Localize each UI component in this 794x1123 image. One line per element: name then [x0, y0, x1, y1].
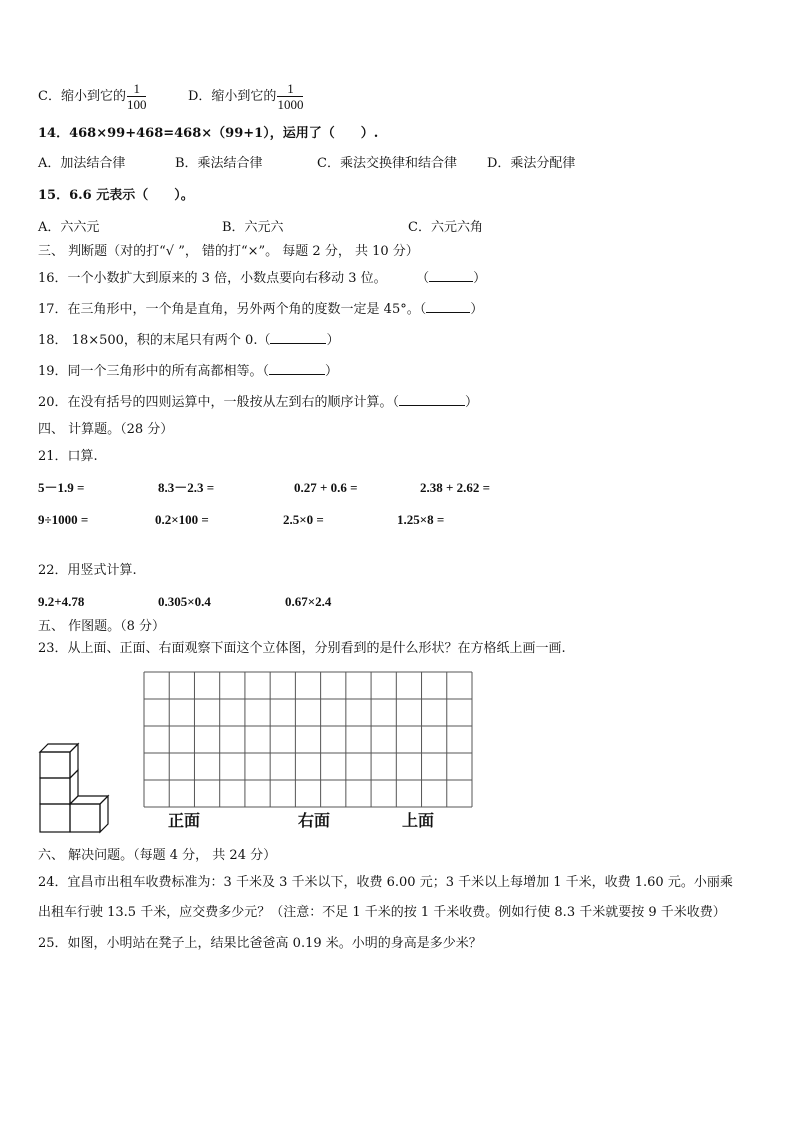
- q14-option-b: B．乘法结合律: [175, 156, 263, 171]
- calc-item: 9.2+4.78: [38, 594, 85, 609]
- view-label-top: 上面: [402, 811, 435, 830]
- cube-face-top: [40, 744, 78, 752]
- cube-face-front: [40, 752, 70, 778]
- cube-face-side: [100, 796, 108, 832]
- q21-title: 21．口算.: [38, 449, 98, 464]
- answer-blank[interactable]: [429, 281, 473, 282]
- grid-paper[interactable]: [143, 671, 473, 808]
- calc-item: 9÷1000 =: [38, 512, 89, 527]
- fraction: $\frac{1}{1000}$: [277, 81, 304, 112]
- cube-face-top: [70, 796, 108, 804]
- q14-stem: 14．468×99+468=468×（99+1），运用了（ ）.: [38, 126, 379, 141]
- calc-item: 0.2×100 =: [155, 512, 209, 527]
- q23-stem: 23．从上面、正面、右面观察下面这个立体图，分别看到的是什么形状？在方格纸上画一画.: [38, 641, 566, 656]
- cube-face-front: [70, 804, 100, 832]
- answer-blank[interactable]: [426, 312, 470, 313]
- q15-option-a: A．六六元: [38, 220, 100, 235]
- calc-item: 2.5×0 =: [283, 512, 324, 527]
- cube-face-side: [70, 744, 78, 778]
- section-5-title: 五、 作图题。（8 分）: [38, 619, 166, 634]
- q16: 16．一个小数扩大到原来的 3 倍，小数点要向右移动 3 位。 （ ）: [38, 271, 487, 286]
- answer-blank[interactable]: [399, 405, 465, 406]
- q13-option-c: C．缩小到它的 $\frac{1}{100}$: [38, 81, 147, 112]
- calc-item: 5－1.9 =: [38, 480, 85, 495]
- answer-blank[interactable]: [270, 343, 326, 344]
- q20: 20．在没有括号的四则运算中，一般按从左到右的顺序计算。（ ）: [38, 395, 479, 410]
- calc-item: 0.67×2.4: [285, 594, 332, 609]
- calc-item: 1.25×8 =: [397, 512, 445, 527]
- answer-blank[interactable]: [269, 374, 325, 375]
- q24-line-1: 24．宜昌市出租车收费标准为：3 千米及 3 千米以下，收费 6.00 元；3 千米以上每增加 1 千米，收费 1.60 元。小丽乘: [38, 875, 733, 890]
- q14-option-a: A．加法结合律: [38, 156, 126, 171]
- view-label-front: 正面: [168, 811, 201, 830]
- q15-option-c: C．六元六角: [408, 220, 483, 235]
- calc-item: 0.305×0.4: [158, 594, 211, 609]
- view-label-right: 右面: [298, 811, 331, 830]
- section-3-title: 三、 判断题（对的打“√ ”， 错的打“×”。 每题 2 分， 共 10 分）: [38, 244, 419, 259]
- q17: 17．在三角形中，一个角是直角，另外两个角的度数一定是 45°。（ ）: [38, 302, 484, 317]
- cube-face-front: [40, 804, 70, 832]
- q14-option-c: C．乘法交换律和结合律: [317, 156, 457, 171]
- q14-option-d: D．乘法分配律: [487, 156, 576, 171]
- q22-title: 22．用竖式计算.: [38, 563, 137, 578]
- q15-stem: 15．6.6 元表示（ ）。: [38, 188, 194, 203]
- calc-item: 8.3－2.3 =: [158, 480, 215, 495]
- fraction: $\frac{1}{100}$: [126, 81, 147, 112]
- calc-item: 0.27 + 0.6 =: [294, 480, 358, 495]
- q18: 18． 18×500，积的末尾只有两个 0.（ ）: [38, 333, 340, 348]
- q15-option-b: B．六元六: [222, 220, 284, 235]
- cube-face-front: [40, 778, 70, 804]
- calc-item: 2.38 + 2.62 =: [420, 480, 491, 495]
- section-4-title: 四、 计算题。（28 分）: [38, 422, 174, 437]
- section-6-title: 六、 解决问题。（每题 4 分， 共 24 分）: [38, 848, 277, 863]
- q13-option-d: D．缩小到它的 $\frac{1}{1000}$: [188, 81, 304, 112]
- q24-line-2: 出租车行驶 13.5 千米，应交费多少元？（注意：不足 1 千米的按 1 千米收费。例如行使 8.3 千米就要按 9 千米收费）: [38, 905, 726, 920]
- q19: 19．同一个三角形中的所有高都相等。（ ）: [38, 364, 339, 379]
- cube-face-side: [70, 770, 78, 804]
- cube-stack-figure: [38, 740, 112, 836]
- q25-stem: 25．如图，小明站在凳子上，结果比爸爸高 0.19 米。小明的身高是多少米？: [38, 936, 482, 951]
